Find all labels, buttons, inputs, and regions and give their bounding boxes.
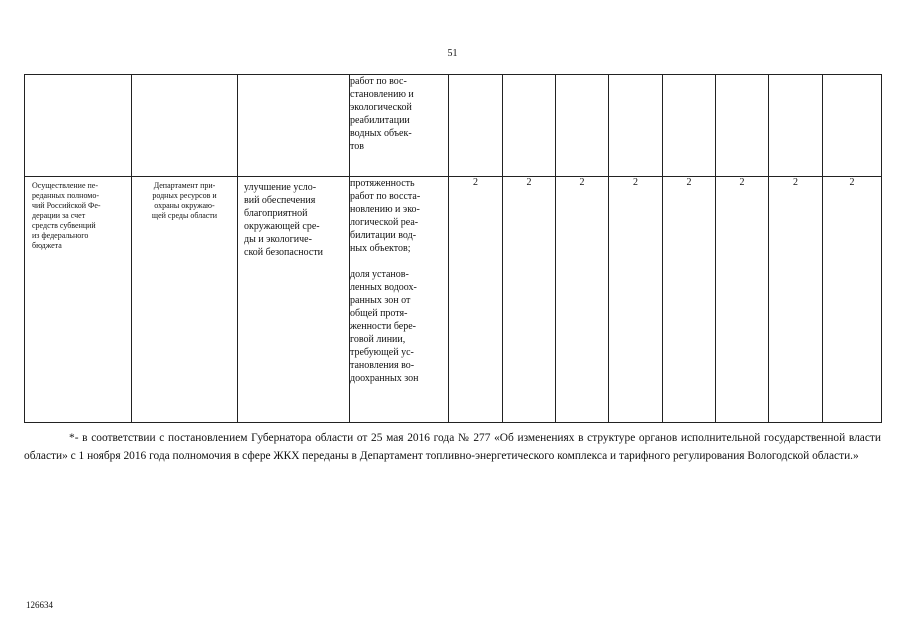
text-line: родных ресурсов и — [152, 191, 217, 200]
text-line: Департамент при- — [153, 181, 216, 190]
cell-empty — [769, 75, 823, 177]
cell-empty — [556, 75, 609, 177]
footnote: *- в соответствии с постановлением Губернатора области от 25 мая 2016 года № 277 «Об изменениях в структуре органов исполнительной государственной власти области» с 1 ноября 2016 года полномочия в сфере ЖКХ переданы в Департамент топливно-энергетического комплекса и тарифного регулирования Вологодской области.» — [24, 432, 881, 462]
text-line: из федерального — [32, 231, 89, 240]
value-cell: 2 — [449, 177, 503, 423]
value-cell: 2 — [823, 177, 882, 423]
text-line: требующей ус- — [350, 347, 414, 358]
text-line: реабилитации — [350, 115, 410, 126]
text-line: логической реа- — [350, 217, 419, 228]
text-line: ды и экологиче- — [244, 234, 312, 245]
text-line: женности бере- — [350, 321, 416, 332]
text-line: ской безопасности — [244, 247, 324, 258]
text-line: улучшение усло- — [244, 182, 317, 193]
text-line: работ по восста- — [350, 191, 421, 202]
text-line: ленных водоох- — [350, 282, 417, 293]
activity-cell — [25, 177, 132, 423]
value-cell: 2 — [556, 177, 609, 423]
cell-empty — [503, 75, 556, 177]
value-cell: 2 — [503, 177, 556, 423]
program-table — [24, 74, 882, 423]
cell-empty — [25, 75, 132, 177]
text-line: бюджета — [32, 241, 62, 250]
text-line: становлению и — [350, 89, 414, 100]
text-line: тановления во- — [350, 360, 415, 371]
text-line: чий Российской Фе- — [32, 201, 101, 210]
text-line: реданных полномо- — [32, 191, 100, 200]
cell-empty — [716, 75, 769, 177]
text-line: ранных зон от — [350, 295, 411, 306]
cell-empty — [238, 75, 350, 177]
text-line: протяженность — [350, 178, 415, 189]
goal-cell — [238, 177, 350, 423]
text-line: говой линии, — [350, 334, 406, 345]
text-line: доохранных зон — [350, 373, 419, 384]
document-code: 126634 — [26, 600, 53, 610]
cell-empty — [132, 75, 238, 177]
text-line: охраны окружаю- — [154, 201, 215, 210]
indicator-cell — [350, 75, 449, 177]
table-row-main — [25, 177, 882, 423]
text-line: окружающей сре- — [244, 221, 320, 232]
text-line: Осуществление пе- — [32, 181, 99, 190]
cell-empty — [449, 75, 503, 177]
text-line: тов — [350, 141, 364, 152]
text-line: благоприятной — [244, 208, 308, 219]
text-line: общей протя- — [350, 308, 408, 319]
value-cell: 2 — [769, 177, 823, 423]
text-line: работ по вос- — [350, 76, 407, 87]
indicator-cell — [350, 177, 449, 423]
value-cell: 2 — [663, 177, 716, 423]
spacer — [350, 255, 448, 268]
text-line: доля установ- — [350, 269, 409, 280]
text-line: средств субвенций — [32, 221, 96, 230]
text-line: дерации за счет — [32, 211, 86, 220]
table-row-continuation — [25, 75, 882, 177]
text-line: щей среды области — [151, 211, 218, 220]
value-cell: 2 — [609, 177, 663, 423]
text-line: билитации вод- — [350, 230, 417, 241]
responsible-cell — [132, 177, 238, 423]
text-line: экологической — [350, 102, 412, 113]
cell-empty — [609, 75, 663, 177]
cell-empty — [663, 75, 716, 177]
text-line: ных объектов; — [350, 243, 411, 254]
text-line: новлению и эко- — [350, 204, 420, 215]
value-cell: 2 — [716, 177, 769, 423]
cell-empty — [823, 75, 882, 177]
page-number: 51 — [447, 48, 458, 59]
text-line: водных объек- — [350, 128, 412, 139]
text-line: вий обеспечения — [244, 195, 316, 206]
